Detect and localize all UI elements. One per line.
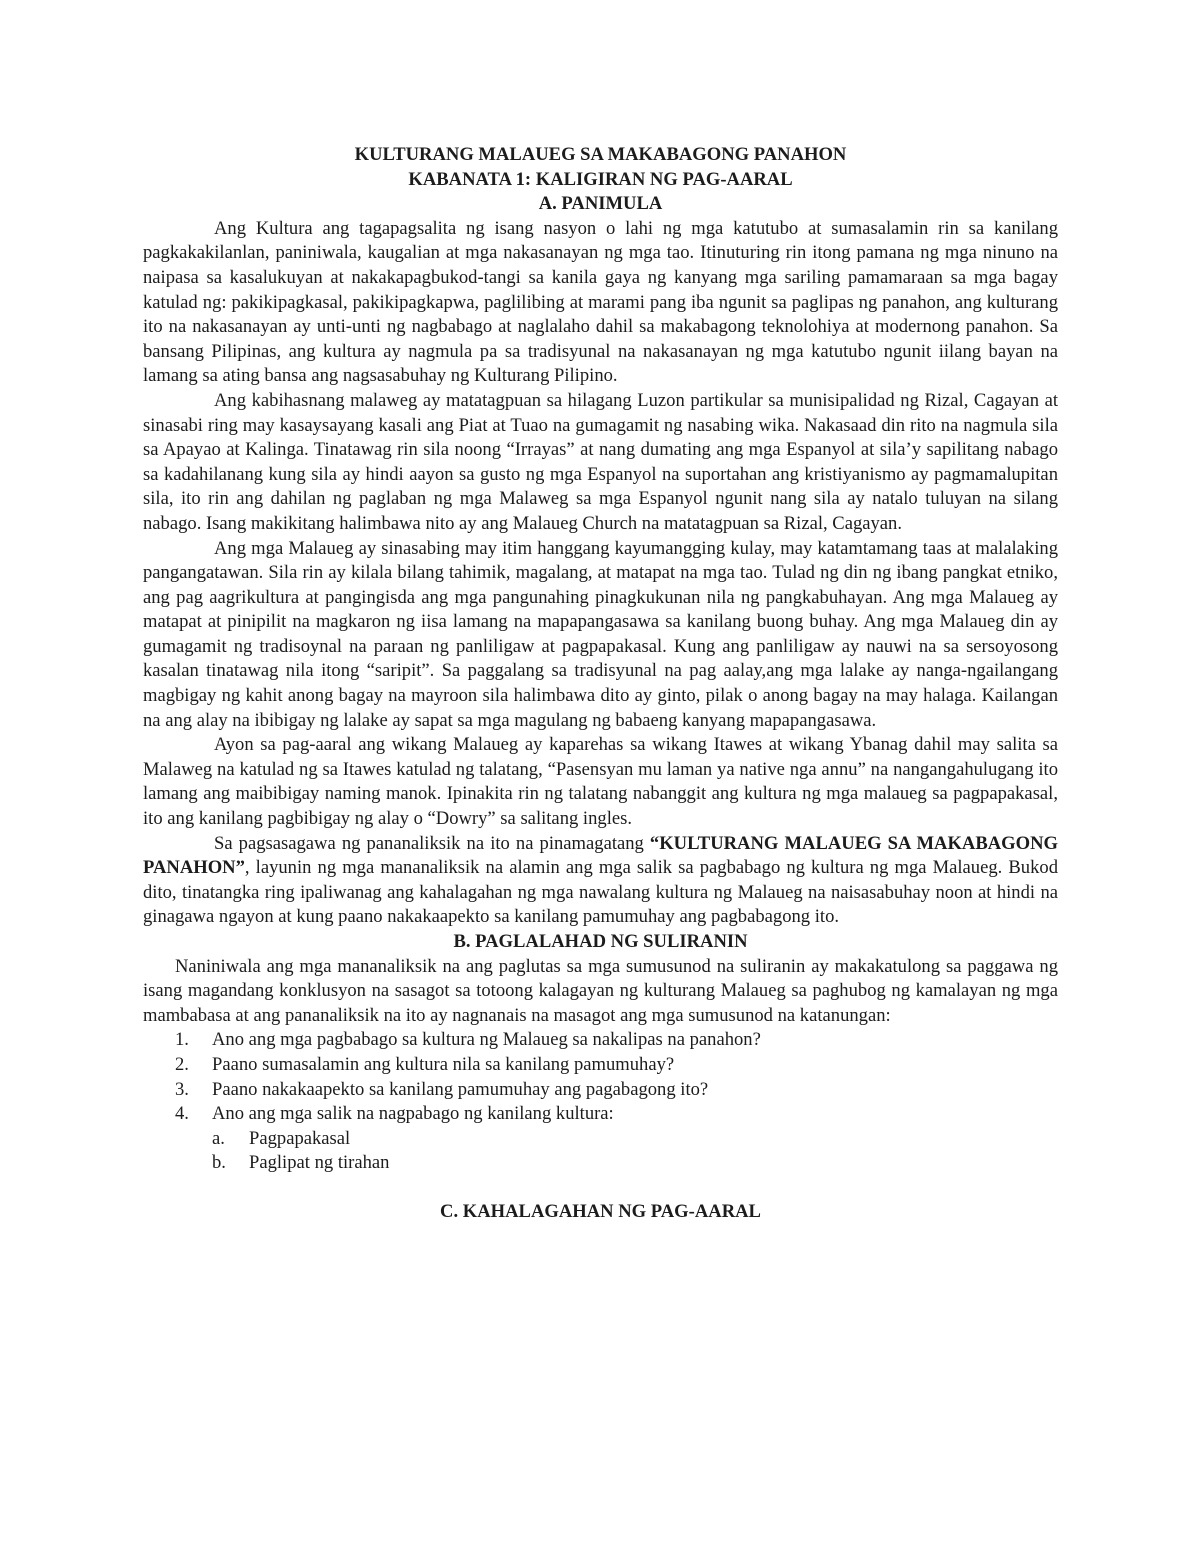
sub-list-text: Pagpapakasal [249,1127,351,1149]
list-text: Paano nakakaapekto sa kanilang pamumuhay ang pagabagong ito? [212,1078,709,1100]
paragraph-5-lead: Sa pagsasagawa ng pananaliksik na ito na pinamagatang [214,832,650,854]
list-item [175,1078,1058,1103]
document-title: KULTURANG MALAUEG SA MAKABAGONG PANAHON [354,144,847,165]
list-item [175,1028,1058,1053]
spacer [143,1176,1058,1200]
questions-list [143,1028,1058,1176]
paragraph-1: Ang Kultura ang tagapagsalita ng isang nasyon o lahi ng mga katutubo at sumasalamin rin sa kanilang pagkakakilanlan, paniniwala, kaugalian at mga nakasanayan ng mga tao. Itinuturing rin itong pamana ng mga ninuno na naipasa sa kasalukuyan at nakakapagbukod-tangi sa kanila gaya ng kanyang mga sariling pamamaraan sa mga bagay katulad ng: pakikipagkasal, pakikipagkapwa, paglilibing at marami pang iba ngunit sa paglipas ng panahon, ang kulturang ito na nakasanayan ay unti-unti ng nagbabago at naglalaho dahil sa makabagong teknolohiya at modernong panahon. Sa bansang Pilipinas, ang kultura ay nagmula pa sa tradisyunal na nakasanayan ng mga katutubo ngunit iilang bayan na lamang sa ating bansa ang nagsasabuhay ng Kulturang Pilipino. [143,217,1058,387]
list-number: 4. [175,1103,189,1125]
paragraph-5 [143,832,1058,930]
section-c-heading: C. KAHALAGAHAN NG PAG-AARAL [440,1200,761,1222]
paragraph-6: Naniniwala ang mga mananaliksik na ang paglutas sa mga sumusunod na suliranin ay makakatulong sa paggawa ng isang magandang konklusyon na sasagot sa totoong kalagayan ng kulturang Malaueg sa paghubog ng kamalayan ng mga mambabasa at ang pananaliksik na ito ay nagnanais na masagot ang mga sumusunod na katanungan: [143,955,1058,1026]
section-a-heading: A. PANIMULA [538,193,663,215]
paragraph-5-title: “KULTURANG MALAUEG SA MAKABAGONG PANAHON” [143,832,1058,879]
sub-list-item [212,1151,1058,1176]
paragraph-4: Ayon sa pag-aaral ang wikang Malaueg ay kaparehas sa wikang Itawes at wikang Ybanag dahil may salita sa Malaweg na katulad ng sa Itawes katulad ng talatang, “Pasensyan mu laman ya native nga annu” na nangangahulugang ito lamang ang maibibigay naming manok. Ipinakita rin ng talatang nabanggit ang kultura ng mga malaueg sa pagpapakasal, ito ang kanilang pagbibigay ng alay o “Dowry” sa salitang ingles. [143,734,1058,830]
sub-list-letter: b. [212,1152,226,1174]
list-number: 1. [175,1029,189,1051]
sub-list-text: Paglipat ng tirahan [249,1152,390,1174]
section-b-heading: B. PAGLALAHAD NG SULIRANIN [453,931,748,952]
list-text: Ano ang mga salik na nagpabago ng kanilang kultura: [212,1103,614,1125]
paragraph-5-rest: , layunin ng mga mananaliksik na alamin ang mga salik sa pagbabago ng kultura ng mga Malaueg. Bukod dito, tinatangka ring ipaliwanag ang kahalagahan ng mga nawalang kultura ng Malaueg na naisasabuhay noon at hindi na ginagawa ngayon at kung paano nakakaapekto sa kanilang pamumuhay ang pagbabagong ito. [143,857,1058,928]
paragraph-3: Ang mga Malaueg ay sinasabing may itim hanggang kayumangging kulay, may katamtamang taas at malalaking pangangatawan. Sila rin ay kilala bilang tahimik, magalang, at matapat na mga tao. Tulad ng din ng ibang pangkat etniko, ang pag aagrikultura at pangingisda ang mga pangunahing pinagkukunan nila ng pangkabuhayan. Ang mga Malaueg ay matapat at pinipilit na magkaron ng iisa lamang na mapapangasawa sa kanilang buong buhay. Ang mga Malaueg din ay gumagamit ng tradisoynal na paraan ng panliligaw at pagpapakasal. Kung ang panliligaw ay nauwi na sa sersoyosong kasalan tinatawag nila itong “saripit”. Sa paggalang sa tradisyunal na pag aalay,ang mga lalake ay nanga-ngailangang magbigay ng kahit anong bagay na mayroon sila halimbawa dito ay ginto, pilak o anong bagay na may halaga. Kailangan na ang alay na ibibigay ng lalake ay sapat sa mga magulang ng babaeng kanyang mapapangasawa. [143,537,1058,731]
sub-list [212,1127,1058,1176]
list-number: 2. [175,1053,189,1075]
list-item [175,1102,1058,1176]
sub-list-letter: a. [212,1127,225,1149]
chapter-heading: KABANATA 1: KALIGIRAN NG PAG-AARAL [408,168,793,190]
list-number: 3. [175,1078,189,1100]
list-text: Ano ang mga pagbabago sa kultura ng Malaueg sa nakalipas na panahon? [212,1029,761,1051]
list-text: Paano sumasalamin ang kultura nila sa kanilang pamumuhay? [212,1053,675,1075]
sub-list-item [212,1127,1058,1152]
list-item [175,1053,1058,1078]
paragraph-2: Ang kabihasnang malaweg ay matatagpuan sa hilagang Luzon partikular sa munisipalidad ng Rizal, Cagayan at sinasabi ring may kasaysayang kasali ang Piat at Tuao na gumagamit ng nasabing wika. Nakasaad din rito na nagmula sila sa Apayao at Kalinga. Tinatawag rin sila noong “Irrayas” at nang dumating ang mga Espanyol at sila’y sapilitang nabago sa kadahilanang kung sila ay hindi aayon sa gusto ng mga Espanyol na suportahan ang kristiyanismo ay pagmamalupitan sila, ito rin ang dahilan ng paglaban ng mga Malaweg sa mga Espanyol ngunit nang sila ay natalo tuluyan na silang nabago. Isang makikitang halimbawa nito ay ang Malaueg Church na matatagpuan sa Rizal, Cagayan. [143,389,1058,534]
